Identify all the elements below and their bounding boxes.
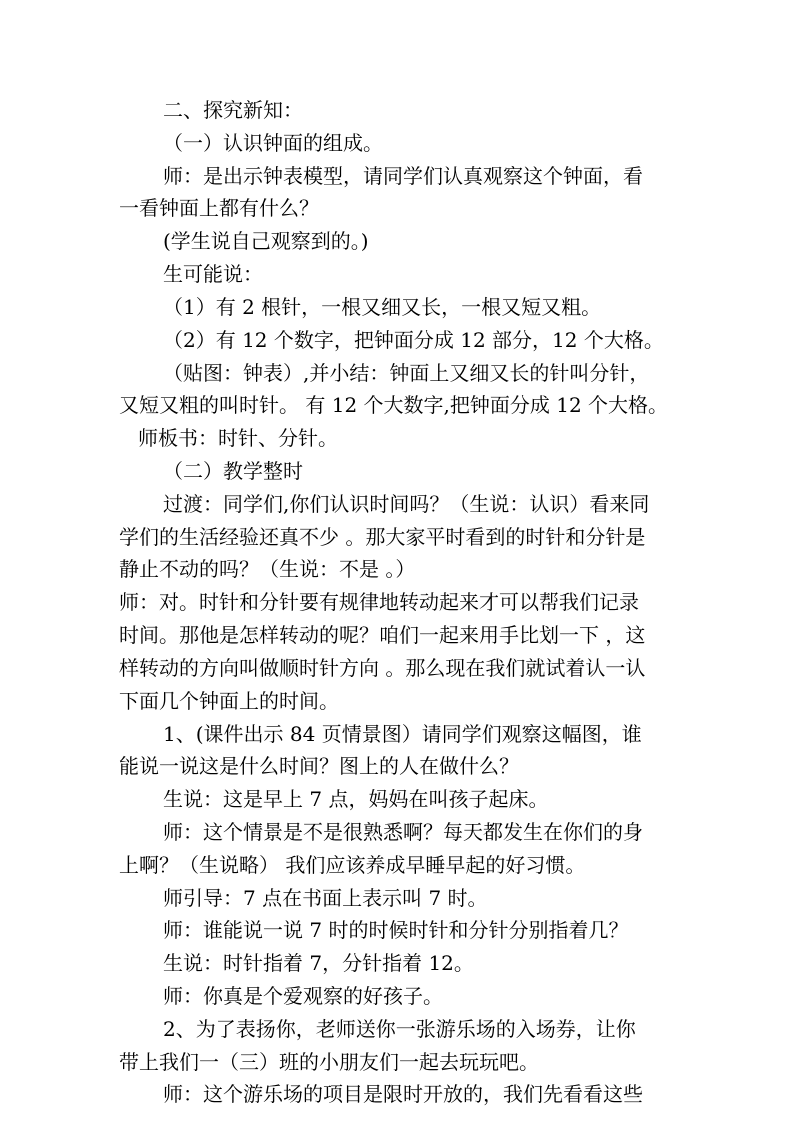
paragraph-line: 师：这个游乐场的项目是限时开放的，我们先看看这些	[163, 1082, 643, 1106]
paragraph-line: 学们的生活经验还真不少 。那大家平时看到的时针和分针是	[119, 525, 646, 549]
paragraph-line: 样转动的方向叫做顺时针方向 。那么现在我们就试着认一认	[119, 656, 646, 680]
paragraph-line: （贴图：钟表）,并小结：钟面上又细又长的针叫分针，	[163, 361, 650, 385]
paragraph-line: 师：谁能说一说 7 时的时候时针和分针分别指着几？	[163, 918, 629, 942]
subsection-heading: （一）认识钟面的组成。	[163, 131, 383, 155]
paragraph-line: 生说：这是早上 7 点，妈妈在叫孩子起床。	[163, 787, 549, 811]
paragraph-line: 一看钟面上都有什么？	[119, 196, 319, 220]
paragraph-line: 带上我们一（三）班的小朋友们一起去玩玩吧。	[119, 1050, 539, 1074]
paragraph-line: 过渡：同学们,你们认识时间吗？（生说：认识）看来同	[163, 492, 650, 516]
paragraph-line: 师：你真是个爱观察的好孩子。	[163, 984, 443, 1008]
paragraph-line: 又短又粗的叫时针。 有 12 个大数字,把钟面分成 12 个大格。	[119, 393, 669, 417]
paragraph-line: 师引导：7 点在书面上表示叫 7 时。	[163, 886, 488, 910]
section-heading: 二、探究新知：	[163, 98, 303, 122]
paragraph-line: 2、为了表扬你，老师送你一张游乐场的入场券，让你	[163, 1017, 636, 1041]
paragraph-line: 上啊？（生说略） 我们应该养成早睡早起的好习惯。	[119, 853, 586, 877]
paragraph-line: 师：对。时针和分针要有规律地转动起来才可以帮我们记录	[119, 590, 639, 614]
paragraph-line: 1、(课件出示 84 页情景图）请同学们观察这幅图，谁	[163, 722, 642, 746]
list-item: （2）有 12 个数字，把钟面分成 12 部分，12 个大格。	[163, 328, 664, 352]
paragraph-line: 师：这个情景是不是很熟悉啊？每天都发生在你们的身	[163, 820, 643, 844]
paragraph-line: 静止不动的吗？（生说：不是 。）	[119, 557, 416, 581]
paragraph-line: 师板书：时针、分针。	[138, 426, 338, 450]
list-item: （1）有 2 根针，一根又细又长，一根又短又粗。	[163, 295, 602, 319]
paragraph-line: 生说：时针指着 7，分针指着 12。	[163, 951, 474, 975]
subsection-heading: （二）教学整时	[163, 459, 303, 483]
paragraph-line: 生可能说：	[163, 262, 263, 286]
paragraph-line: 能说一说这是什么时间？图上的人在做什么？	[119, 754, 519, 778]
paragraph-line: 下面几个钟面上的时间。	[119, 689, 339, 713]
paragraph-line: 师：是出示钟表模型，请同学们认真观察这个钟面，看	[163, 164, 643, 188]
paragraph-line: (学生说自己观察到的。)	[163, 229, 369, 253]
paragraph-line: 时间。那他是怎样转动的呢？咱们一起来用手比划一下 ，这	[119, 623, 646, 647]
